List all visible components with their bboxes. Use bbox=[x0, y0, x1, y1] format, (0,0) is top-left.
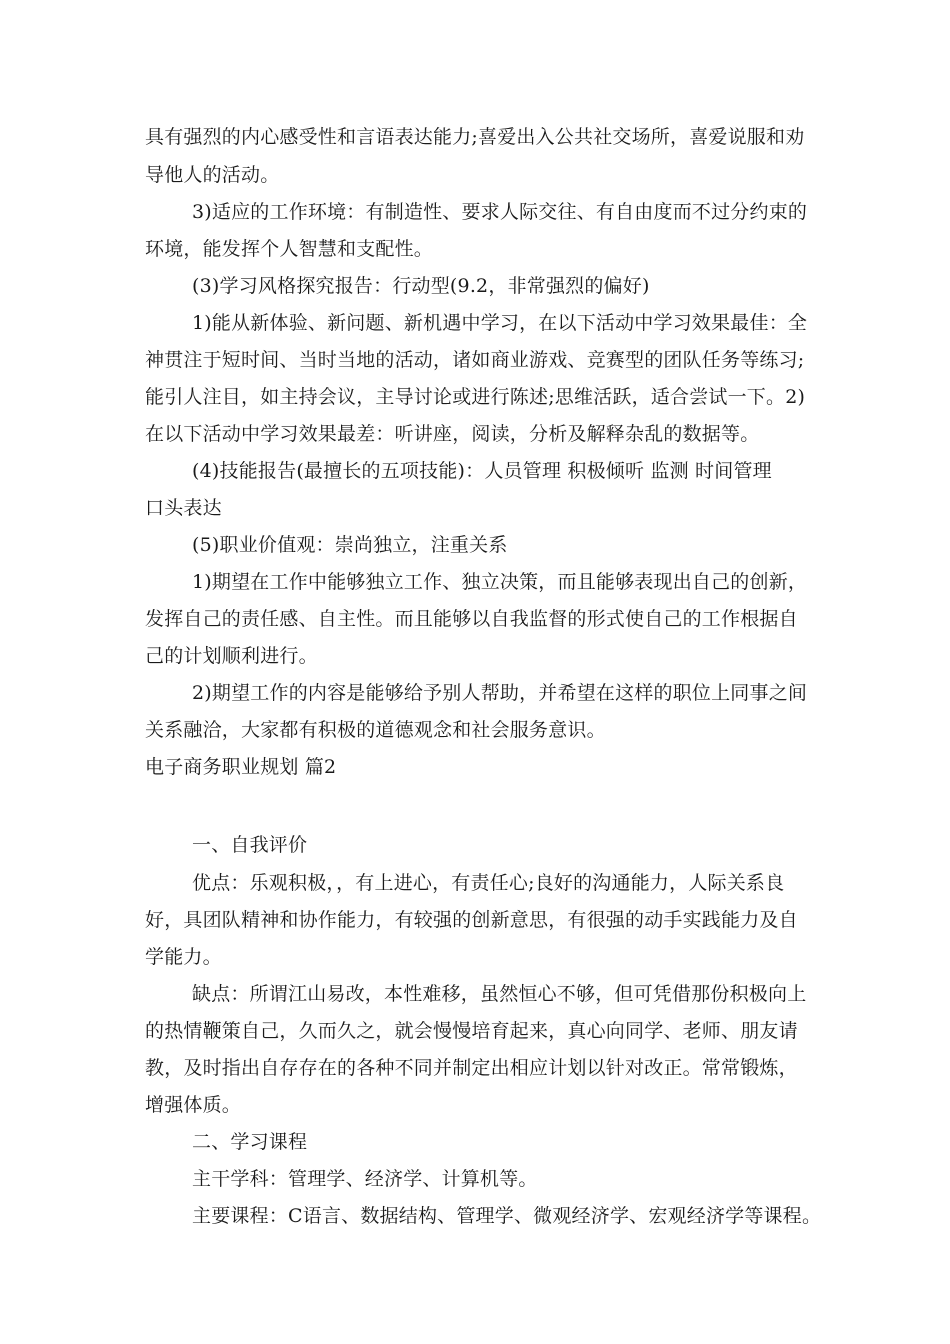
text-line: 1)期望在工作中能够独立工作、独立决策，而且能够表现出自己的创新， bbox=[192, 571, 808, 593]
text-line: 关系融洽，大家都有积极的道德观念和社会服务意识。 bbox=[145, 719, 606, 741]
section-heading: (3)学习风格探究报告：行动型(9.2，非常强烈的偏好) bbox=[192, 275, 650, 297]
text-line: 环境，能发挥个人智慧和支配性。 bbox=[145, 238, 434, 260]
section-heading: (4)技能报告(最擅长的五项技能)：人员管理 积极倾听 监测 时间管理 bbox=[192, 460, 772, 482]
text-line: 1)能从新体验、新问题、新机遇中学习，在以下活动中学习效果最佳：全 bbox=[192, 312, 808, 334]
text-line: 优点：乐观积极，，有上进心，有责任心;良好的沟通能力，人际关系良 bbox=[192, 872, 785, 894]
chapter-title: 电子商务职业规划 篇2 bbox=[145, 756, 337, 778]
text-line: 缺点：所谓江山易改，本性难移，虽然恒心不够，但可凭借那份积极向上 bbox=[192, 983, 807, 1005]
text-line: 能引人注目，如主持会议，主导讨论或进行陈述;思维活跃，适合尝试一下。2) bbox=[145, 386, 806, 408]
section-heading: 二、学习课程 bbox=[192, 1131, 308, 1153]
text-line: 口头表达 bbox=[145, 497, 222, 519]
section-heading: 一、自我评价 bbox=[192, 834, 308, 856]
text-line: 主要课程：C语言、数据结构、管理学、微观经济学、宏观经济学等课程。 bbox=[192, 1205, 822, 1227]
text-line: 主干学科：管理学、经济学、计算机等。 bbox=[192, 1168, 538, 1190]
text-line: 导他人的活动。 bbox=[145, 164, 280, 186]
text-line: 增强体质。 bbox=[145, 1094, 242, 1116]
text-line: 好，具团队精神和协作能力，有较强的创新意思，有很强的动手实践能力及自 bbox=[145, 909, 798, 931]
text-line: 的热情鞭策自己，久而久之，就会慢慢培育起来，真心向同学、老师、朋友请 bbox=[145, 1020, 798, 1042]
text-line: 具有强烈的内心感受性和言语表达能力;喜爱出入公共社交场所，喜爱说服和劝 bbox=[145, 126, 805, 148]
text-line: 学能力。 bbox=[145, 946, 222, 968]
text-line: 发挥自己的责任感、自主性。而且能够以自我监督的形式使自己的工作根据自 bbox=[145, 608, 798, 630]
text-line: 3)适应的工作环境：有制造性、要求人际交往、有自由度而不过分约束的 bbox=[192, 201, 808, 223]
section-heading: (5)职业价值观：崇尚独立，注重关系 bbox=[192, 534, 508, 556]
text-line: 在以下活动中学习效果最差：听讲座，阅读，分析及解释杂乱的数据等。 bbox=[145, 423, 760, 445]
text-line: 教，及时指出自存存在的各种不同并制定出相应计划以针对改正。常常锻炼， bbox=[145, 1057, 798, 1079]
text-line: 己的计划顺利进行。 bbox=[145, 645, 318, 667]
text-line: 神贯注于短时间、当时当地的活动，诸如商业游戏、竞赛型的团队任务等练习; bbox=[145, 349, 805, 371]
text-line: 2)期望工作的内容是能够给予别人帮助，并希望在这样的职位上同事之间 bbox=[192, 682, 808, 704]
